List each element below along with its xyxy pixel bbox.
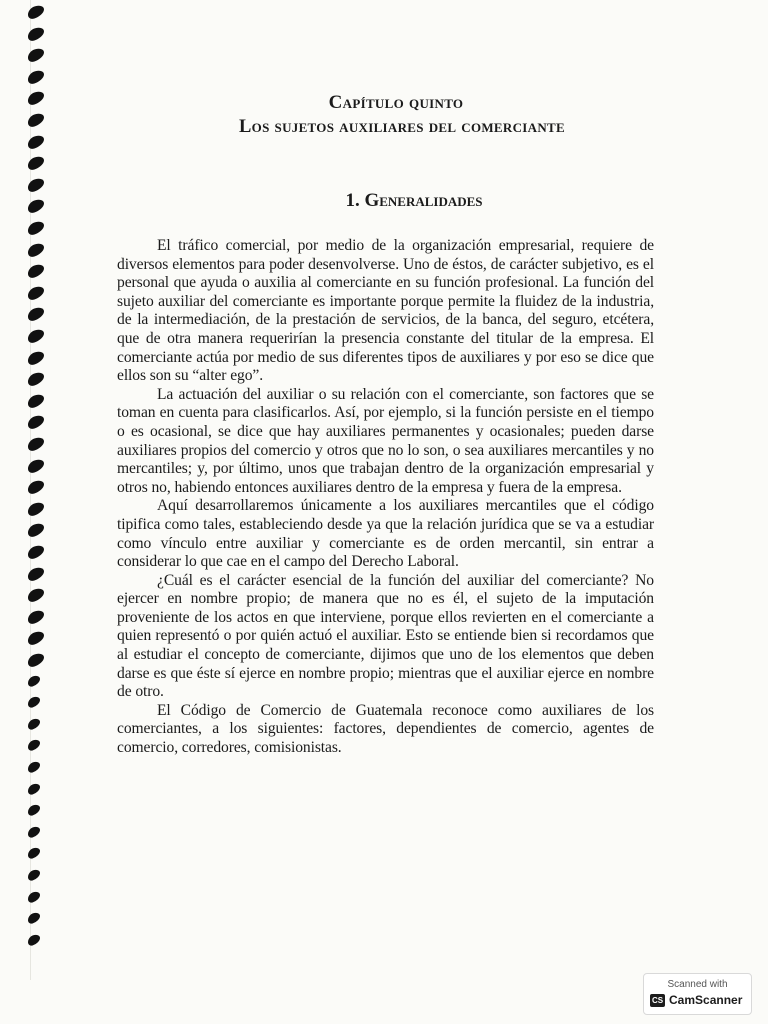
- binding-ring: [28, 306, 44, 323]
- paragraph: Aquí desarrollaremos únicamente a los auxiliares mercantiles que el código tipifica como tales, estableciendo desde ya que la relación jurídica que se va a estudiar como vínculo entre auxiliar y comerciante es de orden mercantil, sin entrar a considerar lo que cae en el campo del Derecho Laboral.: [117, 497, 654, 571]
- binding-ring: [28, 738, 40, 752]
- binding-ring: [28, 3, 44, 20]
- binding-ring: [28, 500, 44, 517]
- binding-ring: [28, 522, 44, 539]
- body-text: [117, 237, 654, 758]
- paragraph: El Código de Comercio de Guatemala reconoce como auxiliares de los comerciantes, a los siguientes: factores, dependientes de comercio, agentes de comercio, corredores, comisionistas.: [117, 701, 654, 757]
- binding-ring: [28, 479, 44, 496]
- binding-ring: [28, 68, 44, 85]
- binding-ring: [28, 457, 44, 474]
- camscanner-logo-icon: CS: [651, 996, 664, 1005]
- chapter-number: Capítulo quinto: [328, 92, 464, 113]
- paragraph: La actuación del auxiliar o su relación con el comerciante, son factores que se toman en cuenta para clasificarlos. Así, por ejemplo, si la función persiste en el tiempo o es ocasional, se dice que hay auxiliares permanentes y ocasionales; pueden darse auxiliares propios del comercio y otros que no lo son, o sea auxiliares mercantiles y no mercantiles; y, por último, unos que trabajan dentro de la organización empresarial y otros no, habiendo entonces auxiliares dentro de la empresa y fuera de la empresa.: [117, 385, 654, 496]
- binding-ring: [28, 47, 44, 64]
- binding-ring: [28, 25, 44, 42]
- paragraph: ¿Cuál es el carácter esencial de la función del auxiliar del comerciante? No ejercer en nombre propio; de manera que no es él, el sujeto de la imputación proveniente de los actos en que interviene, porque ellos revierten en el comerciante a quien representó o por quién actuó el auxiliar. Esto se entiende bien si recordamos que al estudiar el concepto de comerciante, dijimos que uno de los elementos que deben darse es que éste sí ejerce en nombre propio; mientras que el auxiliar ejerce en nombre de otro.: [117, 571, 654, 701]
- paragraph: El tráfico comercial, por medio de la organización empresarial, requiere de diversos elementos para poder desenvolverse. Uno de éstos, de carácter subjetivo, es el personal que ayuda o auxilia al comerciante en su función profesional. La función del sujeto auxiliar del comerciante es importante porque permite la fluidez de la industria, de la intermediación, de la prestación de servicios, de la banca, del seguro, etcétera, que de otra manera requerirían la presencia constante del titular de la empresa. El comerciante actúa por medio de sus diferentes tipos de auxiliares y por eso se dice que ellos son su “alter ego”.: [117, 237, 654, 385]
- binding-ring: [28, 349, 44, 366]
- binding-ring: [28, 284, 44, 301]
- binding-ring: [28, 414, 44, 431]
- binding-ring: [28, 890, 40, 904]
- binding-ring: [28, 651, 44, 668]
- binding-ring: [28, 435, 44, 452]
- binding-ring: [28, 868, 40, 882]
- binding-ring: [28, 782, 40, 796]
- binding-ring: [28, 933, 40, 947]
- binding-ring: [28, 911, 40, 925]
- camscanner-name: CamScanner: [669, 993, 743, 1007]
- binding-ring: [28, 543, 44, 560]
- binding-ring: [28, 630, 44, 647]
- binding-ring: [28, 587, 44, 604]
- chapter-title: Los sujetos auxiliares del comerciante: [239, 117, 565, 137]
- binding-ring: [28, 219, 44, 236]
- binding-ring: [28, 674, 40, 688]
- binding-ring: [28, 717, 40, 731]
- binding-ring: [28, 608, 44, 625]
- binding-ring: [28, 760, 40, 774]
- section-heading: 1. Generalidades: [345, 190, 483, 211]
- binding-ring: [28, 155, 44, 172]
- binding-ring: [28, 695, 40, 709]
- scanned-with-label: Scanned with: [667, 979, 728, 990]
- binding-ring: [28, 565, 44, 582]
- binding-ring: [28, 263, 44, 280]
- binding-ring: [28, 392, 44, 409]
- binding-ring: [28, 825, 40, 839]
- binding-ring: [28, 241, 44, 258]
- spiral-binding: [24, 6, 50, 966]
- binding-ring: [28, 327, 44, 344]
- binding-ring: [28, 846, 40, 860]
- binding-ring: [28, 371, 44, 388]
- camscanner-badge: [643, 973, 752, 1015]
- binding-ring: [28, 803, 40, 817]
